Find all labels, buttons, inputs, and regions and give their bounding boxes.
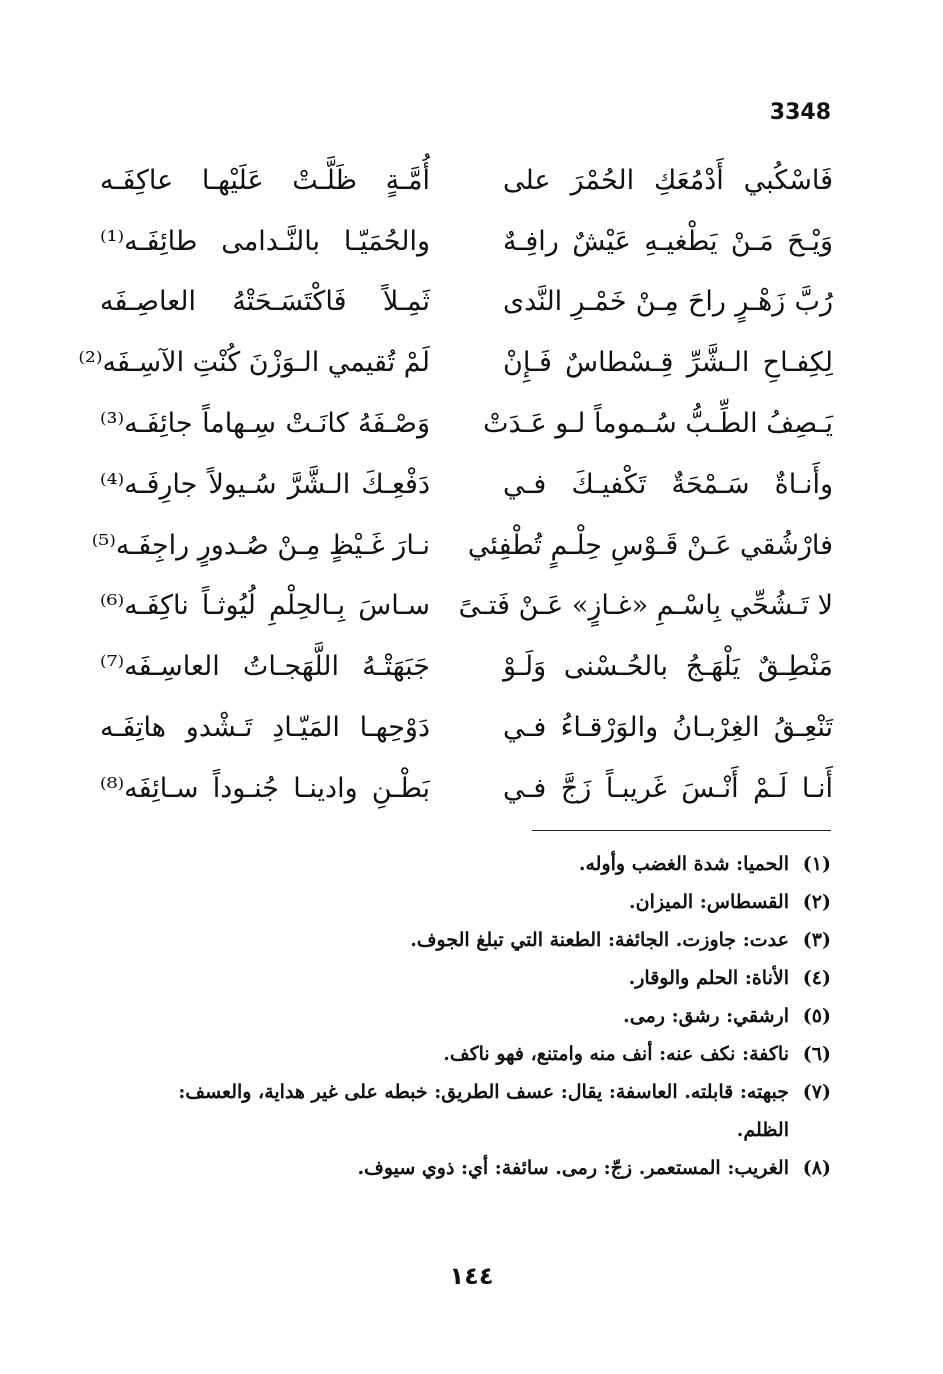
verse-first-hemistich: وأَنـاةٌ سَـمْحَةٌ تَكْفيـكَ فـي — [503, 468, 833, 500]
verse-second-hemistich: دَوْحِهـا المَيّـادِ تَـشْدو هاتِفَـه — [100, 712, 430, 744]
verse-second-hemistich: دَفْعِـكَ الـشَّرَّ سُـيولاً جارِفَـه⁽⁴⁾ — [100, 468, 430, 500]
footnote-text: القسطاس: الميزان. — [629, 891, 789, 913]
verse-second-hemistich: ثَمِـلاً فَاكْتَسَـحَتْهُ العاصِـفَه — [100, 286, 430, 318]
verse-first-hemistich: مَنْطِـقٌ يَلْهَـجُ بالحُـسْنى وَلَـوْ — [503, 651, 833, 683]
footnote-text: الغريب: المستعمر. زجّ: رمى. سائفة: أي: ذوي سيوف. — [357, 1157, 789, 1179]
verse-first-hemistich: تَنْعِـقُ الغِرْبـانُ والوَرْقـاءُ فـي — [503, 712, 833, 744]
footnote — [121, 883, 831, 921]
footnote — [121, 1035, 831, 1073]
verse-first-hemistich: فارْشُقي عَـنْ قَـوْسِ حِلْـمٍ تُطْفِئي — [467, 529, 833, 561]
footnote — [121, 845, 831, 883]
footnote-number: (١) — [802, 853, 831, 875]
footnote-number: (٤) — [802, 967, 831, 989]
verse-first-hemistich: فَاسْكُبي أَدْمُعَكِ الحُمْرَ على — [503, 164, 833, 196]
verse-second-hemistich: لَمْ تُقيمي الـوَزْنَ كُنْتِ الآسِـفَه⁽²⁾ — [78, 347, 430, 379]
poem — [78, 150, 833, 819]
footnote-number: (٦) — [802, 1043, 831, 1065]
verse — [100, 758, 833, 819]
footnote-text: جبهته: قابلته. العاسفة: يقال: عسف الطريق: خبطه على غير هداية، والعسف: الظلم. — [178, 1081, 789, 1141]
verse-second-hemistich: سـاسَ بِـالحِلْمِ لُيُوثـاً ناكِفَـه⁽⁶⁾ — [100, 590, 430, 622]
footnotes — [121, 845, 831, 1187]
verse — [100, 576, 833, 637]
footnote-number: (٥) — [802, 1005, 831, 1027]
verse-second-hemistich: بَطْـنِ وادينـا جُنـوداً سـائِفَه⁽⁸⁾ — [100, 772, 430, 804]
verse-first-hemistich: وَيْـحَ مَـنْ يَطْغيـهِ عَيْشٌ رافِـهٌ — [503, 225, 833, 257]
verse-second-hemistich: نـارَ غَـيْظٍ مِـنْ صُـدورٍ راجِفَـه⁽⁵⁾ — [91, 529, 430, 561]
verse-second-hemistich: أُمَّـةٍ ظَلَّـتْ عَلَيْهـا عاكِفَـه — [100, 164, 430, 196]
verse-second-hemistich: والحُمَيّـا بالنَّـدامى طائِفَـه⁽¹⁾ — [100, 225, 430, 257]
verse — [100, 454, 833, 515]
page-number: ١٤٤ — [449, 1262, 494, 1290]
footnote-text: عدت: جاوزت. الجائفة: الطعنة التي تبلغ الجوف. — [410, 929, 789, 951]
footnote-number: (٨) — [802, 1157, 831, 1179]
verse — [91, 515, 833, 576]
footnote — [121, 921, 831, 959]
footnote — [121, 1073, 831, 1149]
verse — [100, 636, 833, 697]
footnote-text: الحميا: شدة الغضب وأوله. — [578, 853, 789, 875]
footnote-text: الأناة: الحلم والوقار. — [628, 967, 789, 989]
footnote — [121, 1149, 831, 1187]
verse-second-hemistich: جَبَهَتْـهُ اللَّهَجـاتُ العاسِـفَه⁽⁷⁾ — [100, 651, 430, 683]
verse — [100, 272, 833, 333]
page-id: 3348 — [769, 100, 831, 125]
verse-first-hemistich: رُبَّ زَهْـرٍ راحَ مِـنْ خَمْـرِ النَّدى — [503, 286, 833, 318]
verse — [78, 332, 833, 393]
verse-first-hemistich: أَنـا لَـمْ أَنْـسَ غَريبـاً زَجَّ فـي — [503, 772, 833, 804]
verse-first-hemistich: يَـصِفُ الطِّـبُّ سُـموماً لـو عَـدَتْ — [483, 408, 833, 440]
footnote-number: (٢) — [802, 891, 831, 913]
footnote-divider — [532, 830, 831, 831]
verse-first-hemistich: لا تَـشُحِّي بِاسْـمِ «غـازٍ» عَـنْ فَتـىً — [458, 590, 833, 622]
footnote — [121, 959, 831, 997]
footnote-number: (٣) — [802, 929, 831, 951]
verse-second-hemistich: وَصْـفَهُ كانَـتْ سِـهاماً جائِفَـه⁽³⁾ — [100, 408, 430, 440]
verse — [100, 211, 833, 272]
footnote — [121, 997, 831, 1035]
footnote-number: (٧) — [802, 1081, 831, 1103]
verse — [100, 697, 833, 758]
footnote-text: ارشقي: رشق: رمى. — [623, 1005, 789, 1027]
footnote-text: ناكفة: نكف عنه: أنف منه وامتنع، فهو ناكف. — [443, 1043, 789, 1065]
verse — [100, 393, 833, 454]
verse — [100, 150, 833, 211]
verse-first-hemistich: لِكِفـاحِ الـشَّرِّ قِـسْطاسٌ فَـإِنْ — [503, 347, 833, 379]
